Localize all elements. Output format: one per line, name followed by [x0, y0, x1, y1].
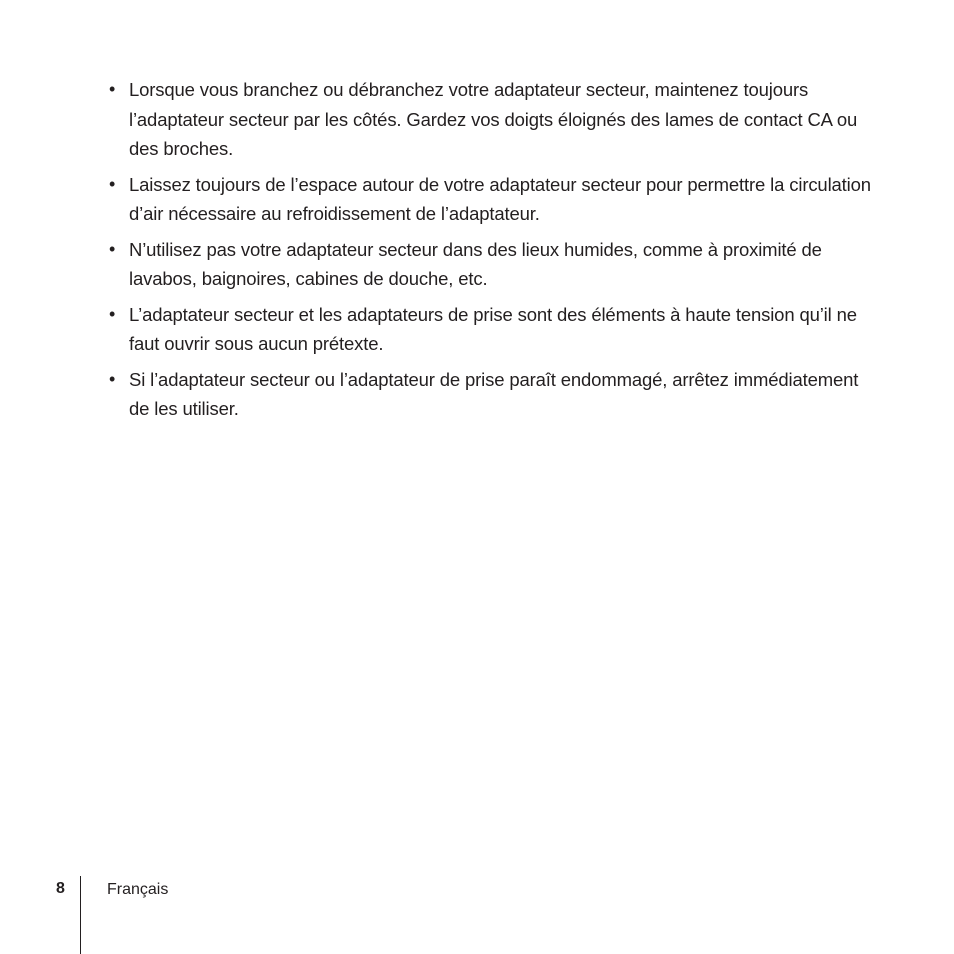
bullet-icon: • [109, 303, 116, 324]
bullet-icon: • [109, 238, 116, 259]
bullet-icon: • [109, 173, 116, 194]
bullet-text: L’adaptateur secteur et les adaptateurs de prise sont des éléments à haute tension qu’il ne faut ouvrir sous aucun prétexte. [129, 303, 857, 354]
footer-divider [80, 876, 81, 954]
page-number: 8 [56, 880, 65, 897]
safety-bullet-list [105, 75, 880, 424]
bullet-text: N’utilisez pas votre adaptateur secteur dans des lieux humides, comme à proximité de lavabos, baignoires, cabines de douche, etc. [129, 238, 822, 289]
bullet-text: Si l’adaptateur secteur ou l’adaptateur de prise paraît endommagé, arrêtez immédiatement de les utiliser. [129, 368, 859, 419]
list-item [105, 75, 880, 164]
list-item [105, 170, 880, 229]
list-item [105, 300, 880, 359]
bullet-icon: • [109, 79, 116, 99]
footer-language-label: Français [107, 881, 169, 898]
bullet-icon: • [109, 368, 116, 389]
list-item [105, 365, 880, 424]
list-item [105, 235, 880, 294]
bullet-text: Lorsque vous branchez ou débranchez votre adaptateur secteur, maintenez toujours l’adaptateur secteur par les côtés. Gardez vos doigts éloignés des lames de contact CA ou des broches. [129, 79, 858, 159]
page-body [105, 75, 880, 430]
bullet-text: Laissez toujours de l’espace autour de votre adaptateur secteur pour permettre la circulation d’air nécessaire au refroidissement de l’adaptateur. [129, 173, 871, 224]
